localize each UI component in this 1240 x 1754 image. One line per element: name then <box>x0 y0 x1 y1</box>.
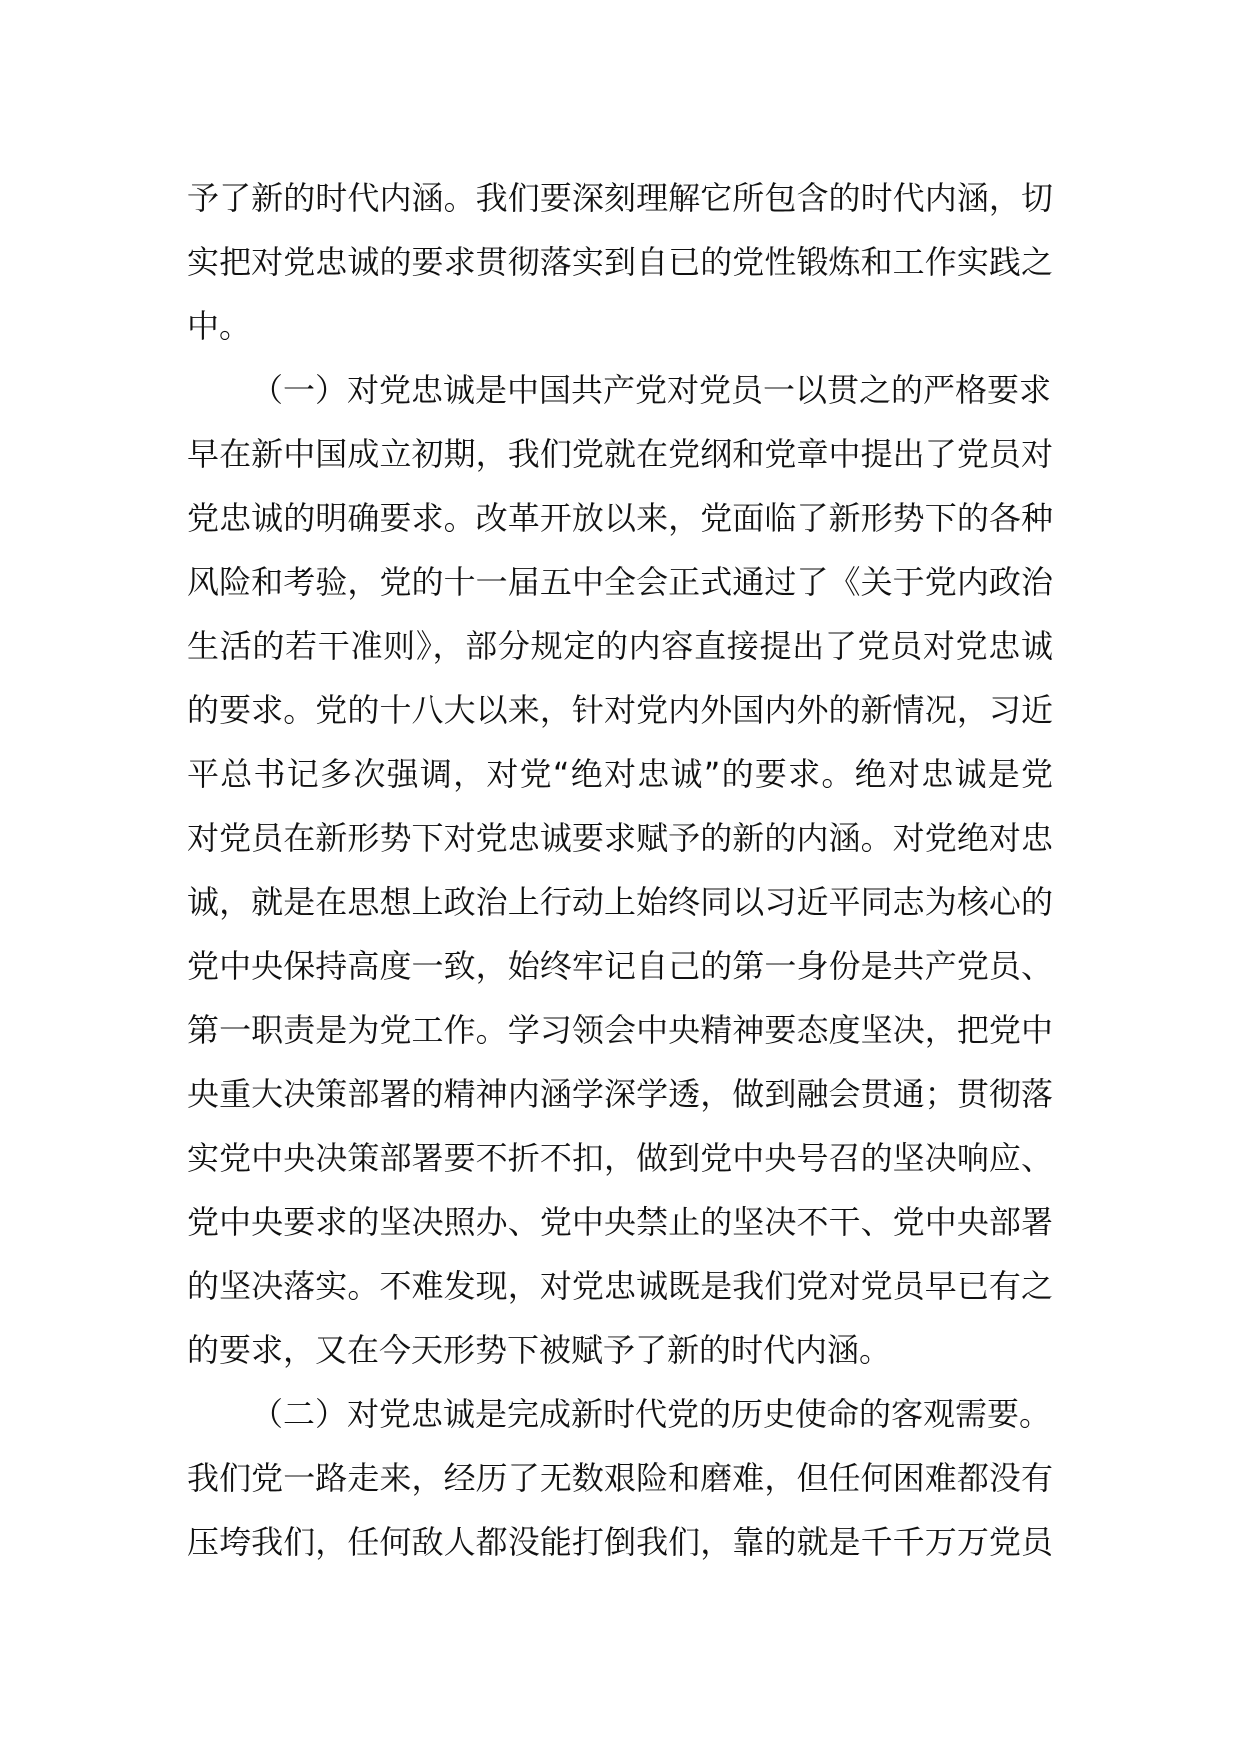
text-line: 党中央保持高度一致，始终牢记自己的第一身份是共产党员、 <box>187 947 1053 985</box>
text-line: 实党中央决策部署要不折不扣，做到党中央号召的坚决响应、 <box>187 1139 1053 1177</box>
text-line: 党忠诚的明确要求。改革开放以来，党面临了新形势下的各种 <box>187 499 1053 537</box>
text-line: 第一职责是为党工作。学习领会中央精神要态度坚决，把党中 <box>187 1011 1053 1049</box>
text-line: 的要求。党的十八大以来，针对党内外国内外的新情况，习近 <box>187 691 1053 729</box>
section-heading-2: （二）对党忠诚是完成新时代党的历史使命的客观需要。 <box>251 1395 1052 1433</box>
text-line: 的坚决落实。不难发现，对党忠诚既是我们党对党员早已有之 <box>187 1267 1053 1305</box>
text-line: 对党员在新形势下对党忠诚要求赋予的新的内涵。对党绝对忠 <box>187 819 1053 857</box>
text-line: 央重大决策部署的精神内涵学深学透，做到融会贯通；贯彻落 <box>187 1075 1053 1113</box>
text-line: 的要求，又在今天形势下被赋予了新的时代内涵。 <box>187 1331 892 1369</box>
text-line: 压垮我们，任何敌人都没能打倒我们，靠的就是千千万万党员 <box>187 1523 1053 1561</box>
section-heading-1: （一）对党忠诚是中国共产党对党员一以贯之的严格要求 <box>251 371 1052 409</box>
text-line: 早在新中国成立初期，我们党就在党纲和党章中提出了党员对 <box>187 435 1053 473</box>
text-line: 予了新的时代内涵。我们要深刻理解它所包含的时代内涵，切 <box>187 179 1053 217</box>
text-line: 实把对党忠诚的要求贯彻落实到自已的党性锻炼和工作实践之 <box>187 243 1053 281</box>
text-line: 诚，就是在思想上政治上行动上始终同以习近平同志为核心的 <box>187 883 1053 921</box>
text-line: 党中央要求的坚决照办、党中央禁止的坚决不干、党中央部署 <box>187 1203 1053 1241</box>
text-line: 中。 <box>187 307 252 345</box>
text-line: 风险和考验，党的十一届五中全会正式通过了《关于党内政治 <box>187 563 1053 601</box>
text-line: 生活的若干准则》，部分规定的内容直接提出了党员对党忠诚 <box>187 627 1053 665</box>
text-line: 平总书记多次强调，对党“绝对忠诚”的要求。绝对忠诚是党 <box>187 755 1053 793</box>
body-text <box>187 166 1053 1574</box>
text-line: 我们党一路走来，经历了无数艰险和磨难，但任何困难都没有 <box>187 1459 1053 1497</box>
